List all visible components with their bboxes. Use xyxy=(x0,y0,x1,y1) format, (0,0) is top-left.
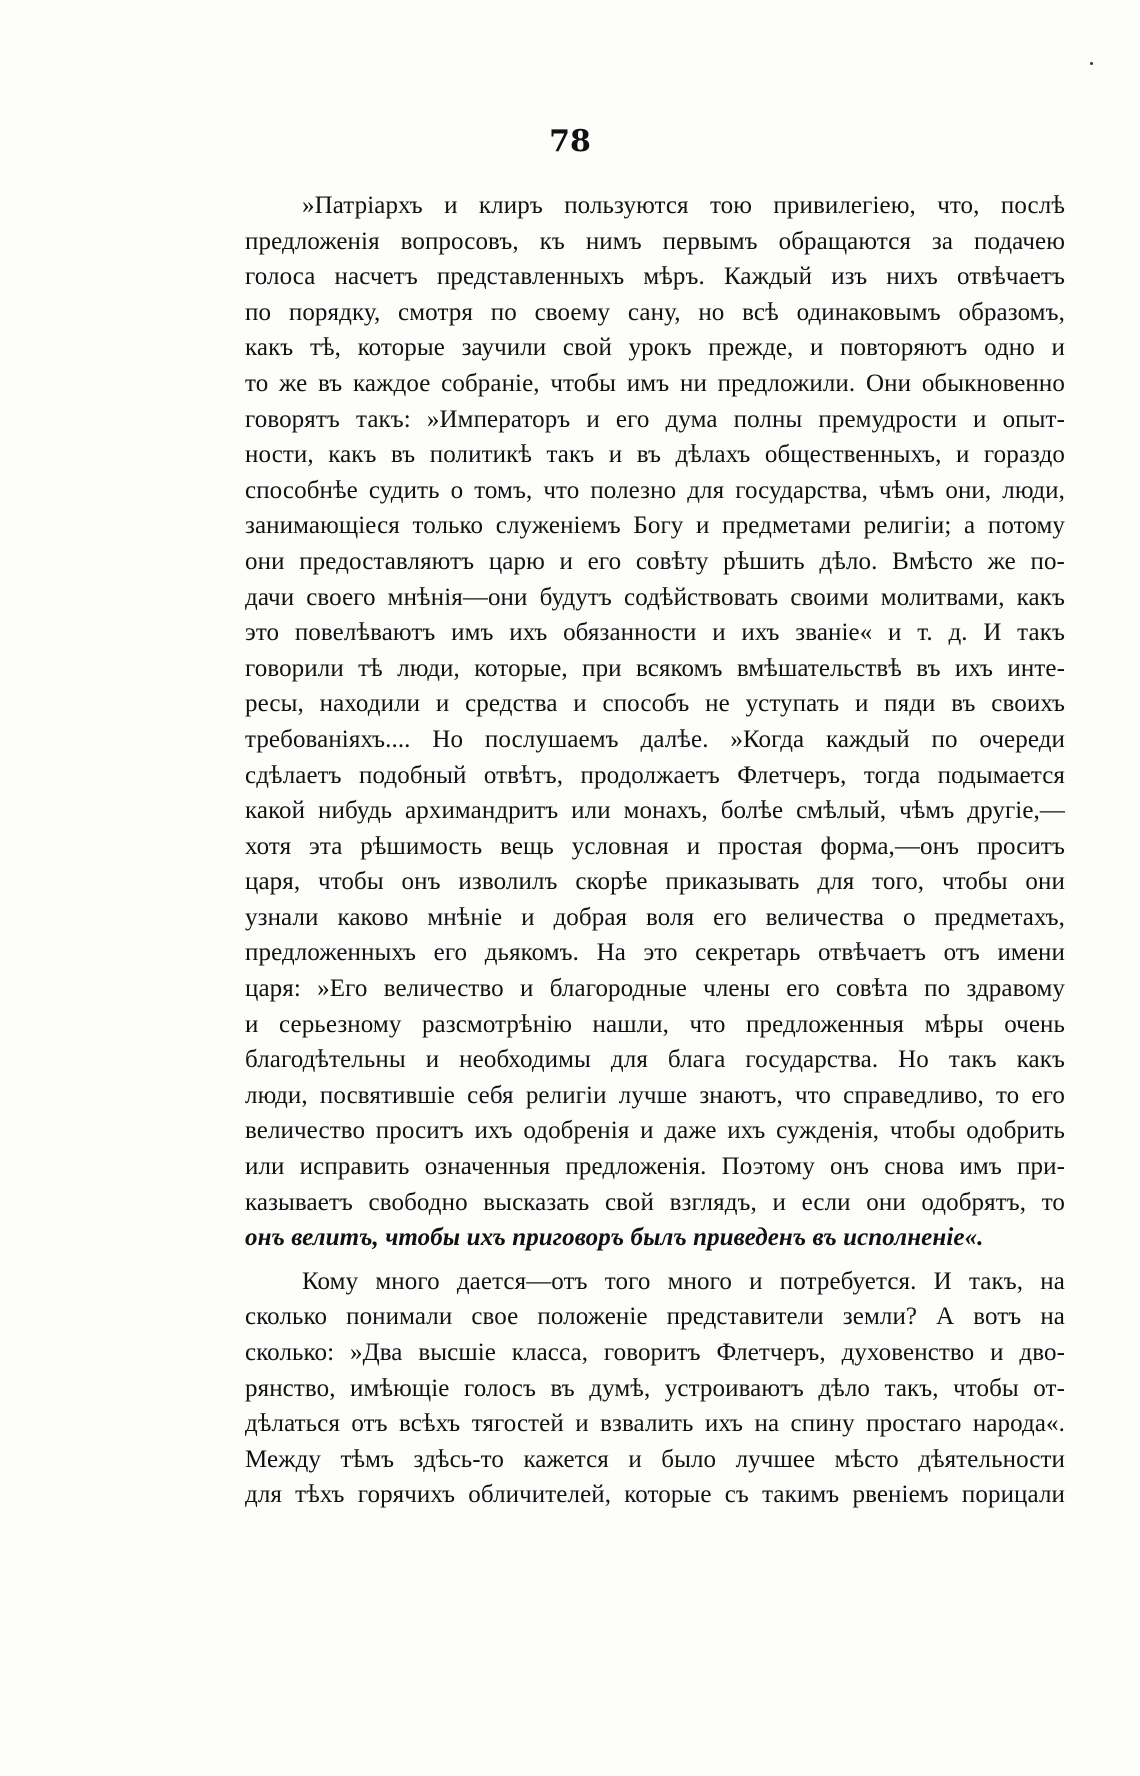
text-line: требованіяхъ.... Но послушаемъ далѣе. »Когда каждый по очереди xyxy=(245,725,1065,753)
text-line: дѣлаться отъ всѣхъ тягостей и взвалить ихъ на спину простаго народа«. xyxy=(245,1410,1065,1438)
text-line: какой нибудь архимандритъ или монахъ, болѣе смѣлый, чѣмъ другіе,— xyxy=(245,797,1065,825)
text-line: для тѣхъ горячихъ обличителей, которые съ такимъ рвеніемъ порицали xyxy=(245,1481,1065,1509)
text-line: говорили тѣ люди, которые, при всякомъ вмѣшательствѣ въ ихъ инте- xyxy=(245,654,1065,682)
text-line: величество проситъ ихъ одобренія и даже ихъ сужденія, чтобы одобрить xyxy=(245,1117,1065,1145)
paragraph-2 xyxy=(245,1264,1065,1513)
text-line: сколько: »Два высшіе класса, говоритъ Флетчеръ, духовенство и дво- xyxy=(245,1339,1065,1366)
page-number: 78 xyxy=(549,124,591,159)
text-line: и серьезному разсмотрѣнію нашли, что предложенныя мѣры очень xyxy=(245,1010,1065,1038)
text-line: дачи своего мнѣнія—они будутъ содѣйствовать своими молитвами, какъ xyxy=(245,583,1065,611)
text-line: они предоставляютъ царю и его совѣту рѣшить дѣло. Вмѣсто же по- xyxy=(245,547,1065,575)
text-line: занимающіеся только служеніемъ Богу и предметами религіи; а потому xyxy=(245,512,1065,540)
text-line: благодѣтельны и необходимы для блага государства. Но такъ какъ xyxy=(245,1046,1065,1074)
text-line: ресы, находили и средства и способъ не уступать и пяди въ своихъ xyxy=(245,690,1065,718)
text-line: казываетъ свободно высказать свой взглядъ, и если они одобрятъ, то xyxy=(245,1188,1065,1216)
text-line: или исправить означенныя предложенія. Поэтому онъ снова имъ при- xyxy=(245,1153,1065,1181)
text-line: сколько понимали свое положеніе представители земли? А вотъ на xyxy=(245,1303,1065,1331)
text-line: онъ велитъ, чтобы ихъ приговоръ былъ приведенъ въ исполненіе«. xyxy=(245,1224,984,1252)
text-line: рянство, имѣющіе голосъ въ думѣ, устроиваютъ дѣло такъ, чтобы от- xyxy=(245,1374,1065,1402)
text-line: сдѣлаетъ подобный отвѣтъ, продолжаетъ Флетчеръ, тогда подымается xyxy=(245,761,1065,789)
text-line: предложенныхъ его дьякомъ. На это секретарь отвѣчаетъ отъ имени xyxy=(245,939,1065,967)
text-line: люди, посвятившіе себя религіи лучше знаютъ, что справедливо, то его xyxy=(245,1081,1065,1109)
margin-speck xyxy=(1090,62,1093,65)
text-line: Кому много дается—отъ того много и потребуется. И такъ, на xyxy=(302,1267,1065,1295)
paragraph-1 xyxy=(245,188,1065,1256)
text-line: царя: »Его величество и благородные члены его совѣта по здравому xyxy=(245,975,1065,1003)
text-line: какъ тѣ, которые заучили свой урокъ прежде, и повторяютъ одно и xyxy=(245,334,1065,362)
text-line: узнали каково мнѣніе и добрая воля его величества о предметахъ, xyxy=(245,903,1065,931)
text-line: то же въ каждое собраніе, чтобы имъ ни предложили. Они обыкновенно xyxy=(245,369,1065,397)
text-line: предложенія вопросовъ, къ нимъ первымъ обращаются за подачею xyxy=(245,227,1065,255)
text-line: голоса насчетъ представленныхъ мѣръ. Каждый изъ нихъ отвѣчаетъ xyxy=(245,263,1065,291)
text-line: Между тѣмъ здѣсь-то кажется и было лучшее мѣсто дѣятельности xyxy=(245,1445,1065,1473)
text-line: »Патріархъ и клиръ пользуются тою привилегіею, что, послѣ xyxy=(302,192,1065,219)
text-line: царя, чтобы онъ изволилъ скорѣе приказывать для того, чтобы они xyxy=(245,868,1065,896)
text-line: способнѣе судить о томъ, что полезно для государства, чѣмъ они, люди, xyxy=(245,476,1065,504)
text-line: по порядку, смотря по своему сану, но всѣ одинаковымъ образомъ, xyxy=(245,298,1065,326)
body-text xyxy=(245,188,1065,1513)
text-line: ности, какъ въ политикѣ такъ и въ дѣлахъ общественныхъ, и гораздо xyxy=(245,441,1065,469)
text-line: это повелѣваютъ имъ ихъ обязанности и ихъ званіе« и т. д. И такъ xyxy=(245,619,1065,647)
text-line: хотя эта рѣшимость вещь условная и простая форма,—онъ проситъ xyxy=(245,832,1065,860)
text-line: говорятъ такъ: »Императоръ и его дума полны премудрости и опыт- xyxy=(245,405,1065,433)
